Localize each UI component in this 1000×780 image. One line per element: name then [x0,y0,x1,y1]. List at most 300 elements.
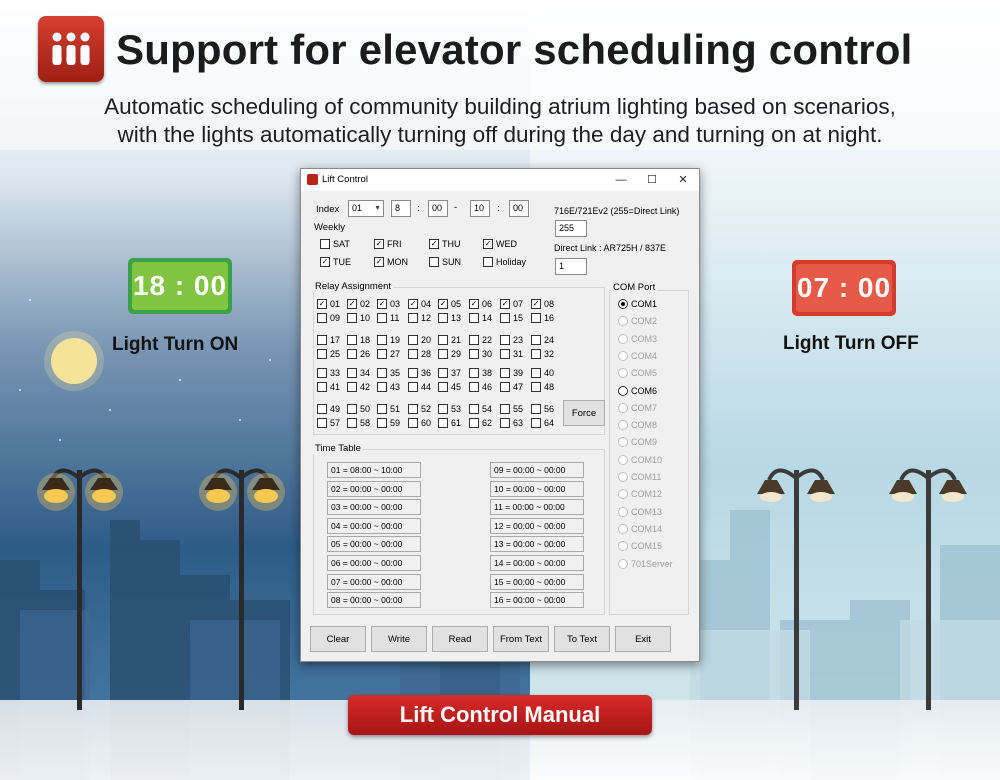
checkbox-label: 52 [421,404,432,414]
checkbox-icon[interactable] [377,404,387,414]
checkbox-checked-icon[interactable]: ✓ [501,299,509,308]
checkbox-checked-icon[interactable]: ✓ [378,299,386,308]
time-table-entry[interactable]: 07 = 00:00 ~ 00:00 [327,574,421,590]
relay-checkbox-32[interactable] [531,348,554,360]
day-checkbox-tue[interactable] [320,256,351,268]
checkbox-label: 58 [360,418,371,428]
to-text-button[interactable]: To Text [554,626,610,652]
relay-checkbox-07[interactable] [500,298,523,310]
page-subtitle [60,93,940,149]
com-port-radio-com6[interactable] [618,385,657,397]
checkbox-label: 42 [360,382,371,392]
checkbox-icon[interactable] [347,418,357,428]
relay-checkbox-27[interactable] [377,348,400,360]
relay-checkbox-46[interactable] [469,381,492,393]
checkbox-icon[interactable] [320,239,330,249]
checkbox-icon[interactable] [317,368,327,378]
relay-checkbox-43[interactable] [377,381,400,393]
relay-checkbox-10[interactable] [347,312,370,324]
time-table-entry[interactable]: 16 = 00:00 ~ 00:00 [490,592,584,608]
checkbox-label: 26 [360,349,371,359]
relay-checkbox-45[interactable] [438,381,461,393]
checkbox-icon[interactable] [531,382,541,392]
relay-checkbox-21[interactable] [438,334,461,346]
exit-button[interactable]: Exit [615,626,671,652]
checkbox-icon[interactable] [317,335,327,345]
checkbox-checked-icon[interactable]: ✓ [532,299,540,308]
checkbox-label: 12 [421,313,432,323]
checkbox-icon[interactable] [500,418,510,428]
clock-off-time: 07 : 00 [796,264,892,312]
com-port-radio-com12[interactable] [618,488,662,500]
checkbox-checked-icon[interactable]: ✓ [409,299,417,308]
checkbox-icon[interactable] [429,257,439,267]
checkbox-checked-icon[interactable]: ✓ [439,299,447,308]
checkbox-icon[interactable] [408,335,418,345]
radio-icon[interactable] [618,386,628,396]
checkbox-checked-icon[interactable]: ✓ [348,299,356,308]
checkbox-label: 19 [390,335,401,345]
checkbox-icon[interactable] [317,418,327,428]
checkbox-checked-icon[interactable]: ✓ [318,299,326,308]
relay-checkbox-51[interactable] [377,403,400,415]
checkbox-label: TUE [333,257,351,267]
lift-control-window [300,168,700,662]
relay-checkbox-22[interactable] [469,334,492,346]
checkbox-label: 38 [482,368,493,378]
relay-checkbox-20[interactable] [408,334,431,346]
radio-icon[interactable] [618,368,628,378]
time-dash: - [454,202,458,213]
com-port-radio-701server[interactable] [618,558,673,570]
checkbox-label: 22 [482,335,493,345]
relay-checkbox-01[interactable] [317,298,340,310]
checkbox-label: 32 [544,349,555,359]
checkbox-icon[interactable] [317,382,327,392]
checkbox-label: 36 [421,368,432,378]
day-checkbox-holiday[interactable] [483,256,526,268]
checkbox-label: 25 [330,349,341,359]
relay-checkbox-14[interactable] [469,312,492,324]
read-button[interactable]: Read [432,626,488,652]
com-port-label: COM11 [631,472,662,482]
time-table-entry[interactable]: 09 = 00:00 ~ 00:00 [490,462,584,478]
clock-on-time: 18 : 00 [132,262,228,310]
relay-checkbox-41[interactable] [317,381,340,393]
time-table-entry[interactable]: 11 = 00:00 ~ 00:00 [490,499,584,515]
relay-checkbox-57[interactable] [317,417,340,429]
checkbox-label: 27 [390,349,401,359]
checkbox-icon[interactable] [377,382,387,392]
relay-checkbox-30[interactable] [469,348,492,360]
force-button[interactable]: Force [563,400,605,426]
checkbox-label: 16 [544,313,555,323]
checkbox-label: 20 [421,335,432,345]
checkbox-label: 37 [451,368,462,378]
relay-checkbox-61[interactable] [438,417,461,429]
direct-link-field[interactable]: 1 [555,258,587,275]
relay-checkbox-25[interactable] [317,348,340,360]
checkbox-label: 23 [513,335,524,345]
radio-icon[interactable] [618,472,628,482]
checkbox-checked-icon[interactable]: ✓ [470,299,478,308]
relay-checkbox-08[interactable] [531,298,554,310]
time-table-entry[interactable]: 02 = 00:00 ~ 00:00 [327,481,421,497]
checkbox-icon[interactable] [377,368,387,378]
checkbox-icon[interactable] [469,404,479,414]
checkbox-icon[interactable] [317,349,327,359]
page-title: Support for elevator scheduling control [116,26,913,73]
radio-icon[interactable] [618,455,628,465]
com-port-title: COM Port [613,282,656,293]
checkbox-icon[interactable] [408,382,418,392]
relay-checkbox-64[interactable] [531,417,554,429]
window-titlebar[interactable] [301,169,699,191]
checkbox-icon[interactable] [377,349,387,359]
checkbox-label: 11 [390,313,400,323]
checkbox-icon[interactable] [500,382,510,392]
relay-checkbox-56[interactable] [531,403,554,415]
com-port-label: COM13 [631,506,663,517]
checkbox-label: SUN [442,257,462,267]
com-port-label: COM4 [631,350,658,361]
com-port-label: COM9 [631,437,658,448]
checkbox-label: FRI [387,239,402,249]
relay-checkbox-63[interactable] [500,417,523,429]
relay-checkbox-18[interactable] [347,334,370,346]
com-port-label: COM2 [631,316,658,327]
relay-checkbox-34[interactable] [347,367,370,379]
radio-icon[interactable] [618,351,628,361]
com-port-radio-com14[interactable] [618,523,662,535]
checkbox-checked-icon[interactable]: ✓ [375,257,383,266]
com-port-radio-com3[interactable] [618,333,657,345]
com-port-radio-com10[interactable] [618,454,662,466]
checkbox-icon[interactable] [377,335,387,345]
checkbox-icon[interactable] [531,368,541,378]
checkbox-icon[interactable] [531,418,541,428]
day-checkbox-wed[interactable] [483,238,517,250]
checkbox-icon[interactable] [438,368,448,378]
index-value: 01 [352,203,363,213]
clock-light-off [792,260,896,316]
checkbox-icon[interactable] [500,313,510,323]
checkbox-label: 57 [330,418,341,428]
checkbox-label: 30 [482,349,493,359]
com-port-radio-com5[interactable] [618,367,657,379]
checkbox-icon[interactable] [438,313,448,323]
relay-checkbox-11[interactable] [377,312,399,324]
radio-icon[interactable] [618,403,628,413]
checkbox-icon[interactable] [408,404,418,414]
checkbox-label: 21 [451,335,462,345]
checkbox-icon[interactable] [347,368,357,378]
checkbox-checked-icon[interactable]: ✓ [430,239,438,248]
com-port-label: COM8 [631,420,658,431]
radio-icon[interactable] [618,507,628,517]
relay-checkbox-36[interactable] [408,367,431,379]
checkbox-icon[interactable] [438,349,448,359]
radio-icon[interactable] [618,437,628,447]
radio-selected-icon[interactable] [618,299,628,309]
checkbox-checked-icon[interactable]: ✓ [321,257,329,266]
close-icon[interactable]: ✕ [678,174,688,186]
clear-button[interactable]: Clear [310,626,366,652]
com-port-label: COM6 [631,385,658,396]
com-port-radio-com8[interactable] [618,419,657,431]
day-checkbox-thu[interactable] [429,238,461,250]
relay-checkbox-33[interactable] [317,367,340,379]
relay-checkbox-39[interactable] [500,367,523,379]
relay-checkbox-50[interactable] [347,403,370,415]
com-port-label: 701Server [631,558,673,569]
relay-checkbox-04[interactable] [408,298,431,310]
checkbox-label: 39 [513,368,524,378]
from-text-button[interactable]: From Text [493,626,549,652]
radio-icon[interactable] [618,559,628,569]
checkbox-icon[interactable] [483,257,493,267]
relay-checkbox-12[interactable] [408,312,431,324]
day-checkbox-sat[interactable] [320,238,350,250]
checkbox-icon[interactable] [438,335,448,345]
checkbox-label: 14 [482,313,493,323]
relay-checkbox-26[interactable] [347,348,370,360]
time-table-entry[interactable]: 10 = 00:00 ~ 00:00 [490,481,584,497]
time-table-entry[interactable]: 01 = 08:00 ~ 10:00 [327,462,421,478]
checkbox-label: 50 [360,404,371,414]
relay-checkbox-29[interactable] [438,348,461,360]
checkbox-icon[interactable] [469,368,479,378]
checkbox-icon[interactable] [438,404,448,414]
relay-checkbox-58[interactable] [347,417,370,429]
logo-icon [38,16,104,82]
time-colon-2: : [497,203,500,214]
checkbox-icon[interactable] [438,382,448,392]
day-checkbox-fri[interactable] [374,238,402,250]
relay-checkbox-15[interactable] [500,312,523,324]
checkbox-label: 02 [360,299,371,309]
maximize-icon[interactable]: ☐ [647,174,657,186]
checkbox-icon[interactable] [408,349,418,359]
end-minute-field[interactable]: 00 [509,200,529,217]
weekly-label: Weekly [314,222,345,233]
checkbox-label: 59 [390,418,401,428]
time-table-entry[interactable]: 04 = 00:00 ~ 00:00 [327,518,421,534]
checkbox-checked-icon[interactable]: ✓ [375,239,383,248]
relay-checkbox-40[interactable] [531,367,554,379]
com-port-radio-com7[interactable] [618,402,657,414]
relay-checkbox-24[interactable] [531,334,554,346]
checkbox-label: 33 [330,368,341,378]
time-table-entry[interactable]: 13 = 00:00 ~ 00:00 [490,536,584,552]
lift-control-manual-button[interactable]: Lift Control Manual [348,695,652,735]
checkbox-label: 45 [451,382,462,392]
relay-checkbox-52[interactable] [408,403,431,415]
radio-icon[interactable] [618,316,628,326]
relay-checkbox-31[interactable] [500,348,523,360]
model-label: 716E/721Ev2 (255=Direct Link) [554,206,680,216]
checkbox-icon[interactable] [469,335,479,345]
checkbox-icon[interactable] [317,404,327,414]
checkbox-label: 40 [544,368,555,378]
com-port-radio-com1[interactable] [618,298,657,310]
relay-checkbox-23[interactable] [500,334,523,346]
checkbox-label: 53 [451,404,462,414]
checkbox-icon[interactable] [408,368,418,378]
subtitle-line-1: Automatic scheduling of community building atrium lighting based on scenarios, [104,94,896,119]
relay-checkbox-48[interactable] [531,381,554,393]
checkbox-icon[interactable] [531,335,541,345]
relay-checkbox-42[interactable] [347,381,370,393]
checkbox-icon[interactable] [377,313,387,323]
checkbox-icon[interactable] [347,382,357,392]
checkbox-label: 44 [421,382,432,392]
checkbox-icon[interactable] [469,349,479,359]
checkbox-label: 48 [544,382,555,392]
brand-logo [38,16,104,82]
checkbox-icon[interactable] [469,418,479,428]
checkbox-label: SAT [333,239,350,249]
relay-checkbox-49[interactable] [317,403,340,415]
chevron-down-icon: ▼ [374,205,381,212]
checkbox-icon[interactable] [531,313,541,323]
checkbox-label: 46 [482,382,493,392]
checkbox-icon[interactable] [347,313,357,323]
checkbox-checked-icon[interactable]: ✓ [484,239,492,248]
relay-checkbox-05[interactable] [438,298,461,310]
com-port-radio-com13[interactable] [618,506,662,518]
com-port-label: COM7 [631,402,658,413]
checkbox-label: 09 [330,313,341,323]
checkbox-icon[interactable] [500,404,510,414]
relay-checkbox-54[interactable] [469,403,492,415]
relay-checkbox-44[interactable] [408,381,431,393]
checkbox-label: 60 [421,418,432,428]
app-icon [307,174,318,185]
relay-checkbox-37[interactable] [438,367,461,379]
relay-checkbox-13[interactable] [438,312,461,324]
relay-checkbox-02[interactable] [347,298,370,310]
model-address-field[interactable]: 255 [555,220,587,237]
com-port-label: COM3 [631,333,658,344]
time-colon: : [417,203,420,214]
checkbox-icon[interactable] [531,349,541,359]
checkbox-label: 41 [330,382,341,392]
time-table-entry[interactable]: 03 = 00:00 ~ 00:00 [327,499,421,515]
relay-checkbox-55[interactable] [500,403,523,415]
com-port-label: COM14 [631,523,663,534]
checkbox-label: 51 [390,404,401,414]
com-port-radio-com9[interactable] [618,436,657,448]
checkbox-label: 04 [421,299,432,309]
time-table-entry[interactable]: 14 = 00:00 ~ 00:00 [490,555,584,571]
relay-checkbox-06[interactable] [469,298,492,310]
checkbox-label: 07 [513,299,524,309]
checkbox-icon[interactable] [347,404,357,414]
relay-checkbox-03[interactable] [377,298,400,310]
relay-checkbox-38[interactable] [469,367,492,379]
radio-icon[interactable] [618,334,628,344]
start-hour-field[interactable]: 8 [391,200,411,217]
relay-checkbox-35[interactable] [377,367,400,379]
write-button[interactable]: Write [371,626,427,652]
relay-checkbox-47[interactable] [500,381,523,393]
time-table-entry[interactable]: 12 = 00:00 ~ 00:00 [490,518,584,534]
checkbox-icon[interactable] [377,418,387,428]
checkbox-icon[interactable] [531,404,541,414]
time-table-entry[interactable]: 15 = 00:00 ~ 00:00 [490,574,584,590]
relay-assignment-title: Relay Assignment [315,281,392,292]
checkbox-label: WED [496,239,517,249]
checkbox-label: 13 [451,313,462,323]
com-port-label: COM5 [631,368,658,379]
relay-checkbox-17[interactable] [317,334,340,346]
relay-checkbox-16[interactable] [531,312,554,324]
checkbox-icon[interactable] [317,313,327,323]
radio-icon[interactable] [618,489,628,499]
relay-checkbox-62[interactable] [469,417,492,429]
checkbox-label: 55 [513,404,524,414]
checkbox-icon[interactable] [469,313,479,323]
index-select[interactable] [348,200,384,217]
radio-icon[interactable] [618,420,628,430]
end-hour-field[interactable]: 10 [470,200,490,217]
checkbox-label: 63 [513,418,524,428]
radio-icon[interactable] [618,541,628,551]
day-checkbox-mon[interactable] [374,256,408,268]
time-table-entry[interactable]: 05 = 00:00 ~ 00:00 [327,536,421,552]
com-port-radio-com15[interactable] [618,540,662,552]
checkbox-label: 24 [544,335,555,345]
relay-checkbox-09[interactable] [317,312,340,324]
relay-checkbox-28[interactable] [408,348,431,360]
checkbox-icon[interactable] [408,418,418,428]
checkbox-label: 35 [390,368,401,378]
index-label: Index [316,204,340,215]
clock-light-on [128,258,232,314]
checkbox-icon[interactable] [500,335,510,345]
com-port-radio-com11[interactable] [618,471,661,483]
checkbox-label: 64 [544,418,555,428]
radio-icon[interactable] [618,524,628,534]
checkbox-icon[interactable] [469,382,479,392]
day-checkbox-sun[interactable] [429,256,461,268]
com-port-radio-com4[interactable] [618,350,657,362]
window-title: Lift Control [322,174,368,185]
com-port-radio-com2[interactable] [618,315,657,327]
checkbox-label: 18 [360,335,371,345]
time-table-entry[interactable]: 06 = 00:00 ~ 00:00 [327,555,421,571]
relay-checkbox-19[interactable] [377,334,400,346]
checkbox-label: 05 [451,299,462,309]
minimize-icon[interactable]: — [615,174,627,186]
checkbox-icon[interactable] [438,418,448,428]
relay-checkbox-59[interactable] [377,417,400,429]
checkbox-icon[interactable] [500,349,510,359]
checkbox-icon[interactable] [347,335,357,345]
relay-checkbox-60[interactable] [408,417,431,429]
time-table-entry[interactable]: 08 = 00:00 ~ 00:00 [327,592,421,608]
checkbox-label: 15 [513,313,524,323]
start-minute-field[interactable]: 00 [428,200,448,217]
checkbox-label: 61 [451,418,462,428]
relay-checkbox-53[interactable] [438,403,461,415]
checkbox-icon[interactable] [347,349,357,359]
time-table-title: Time Table [315,443,361,454]
checkbox-label: 49 [330,404,341,414]
checkbox-icon[interactable] [500,368,510,378]
checkbox-icon[interactable] [408,313,418,323]
